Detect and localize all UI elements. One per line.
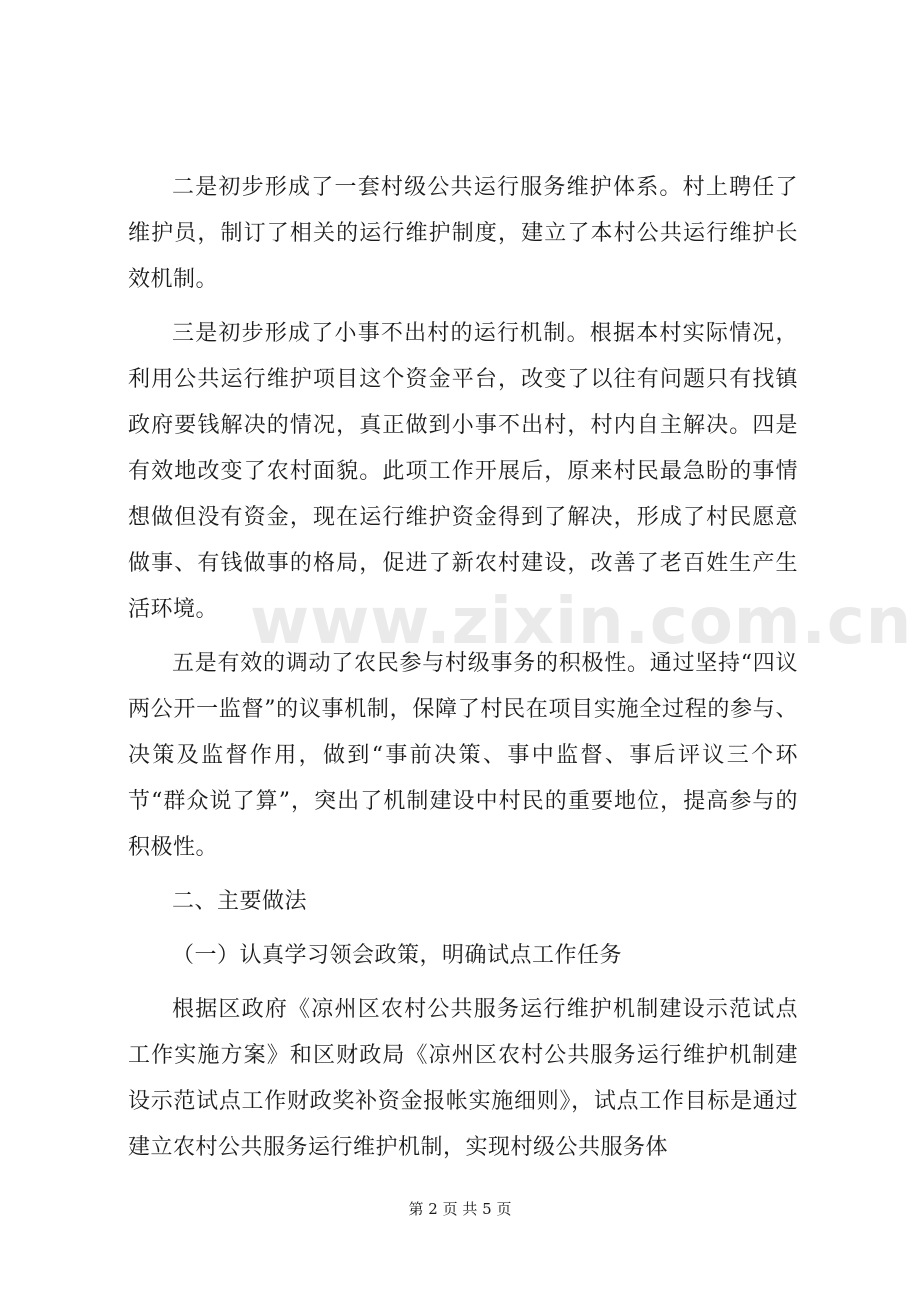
paragraph-2: 三是初步形成了小事不出村的运行机制。根据本村实际情况，利用公共运行维护项目这个资金平台，改变了以往有问题只有找镇政府要钱解决的情况，真正做到小事不出村，村内自主解决。四是有效地改变了农村面貌。此项工作开展后，原来村民最急盼的事情想做但没有资金，现在运行维护资金得到了解决，形成了村民愿意做事、有钱做事的格局，促进了新农村建设，改善了老百姓生产生活环境。 (128, 321, 798, 622)
document-body (128, 165, 913, 1179)
page-footer: 第 2 页 共 5 页 (408, 1200, 512, 1218)
sub-heading: （一）认真学习领会政策，明确试点工作任务 (172, 943, 623, 968)
paragraph-1: 二是初步形成了一套村级公共运行服务维护体系。村上聘任了维护员，制订了相关的运行维护制度，建立了本村公共运行维护长效机制。 (128, 175, 798, 292)
section-heading: 二、主要做法 (172, 889, 308, 914)
watermark: www.zixin.com.cn (250, 585, 913, 659)
paragraph-4: 根据区政府《凉州区农村公共服务运行维护机制建设示范试点工作实施方案》和区财政局《凉州区农村公共服务运行维护机制建设示范试点工作财政奖补资金报帐实施细则》，试点工作目标是通过建立农村公共服务运行维护机制，实现村级公共服务体 (128, 997, 798, 1160)
paragraph-3: 五是有效的调动了农民参与村级事务的积极性。通过坚持“四议两公开一监督”的议事机制，保障了村民在项目实施全过程的参与、决策及监督作用，做到“事前决策、事中监督、事后评议三个环节“群众说了算”，突出了机制建设中村民的重要地位，提高参与的积极性。 (128, 651, 798, 860)
